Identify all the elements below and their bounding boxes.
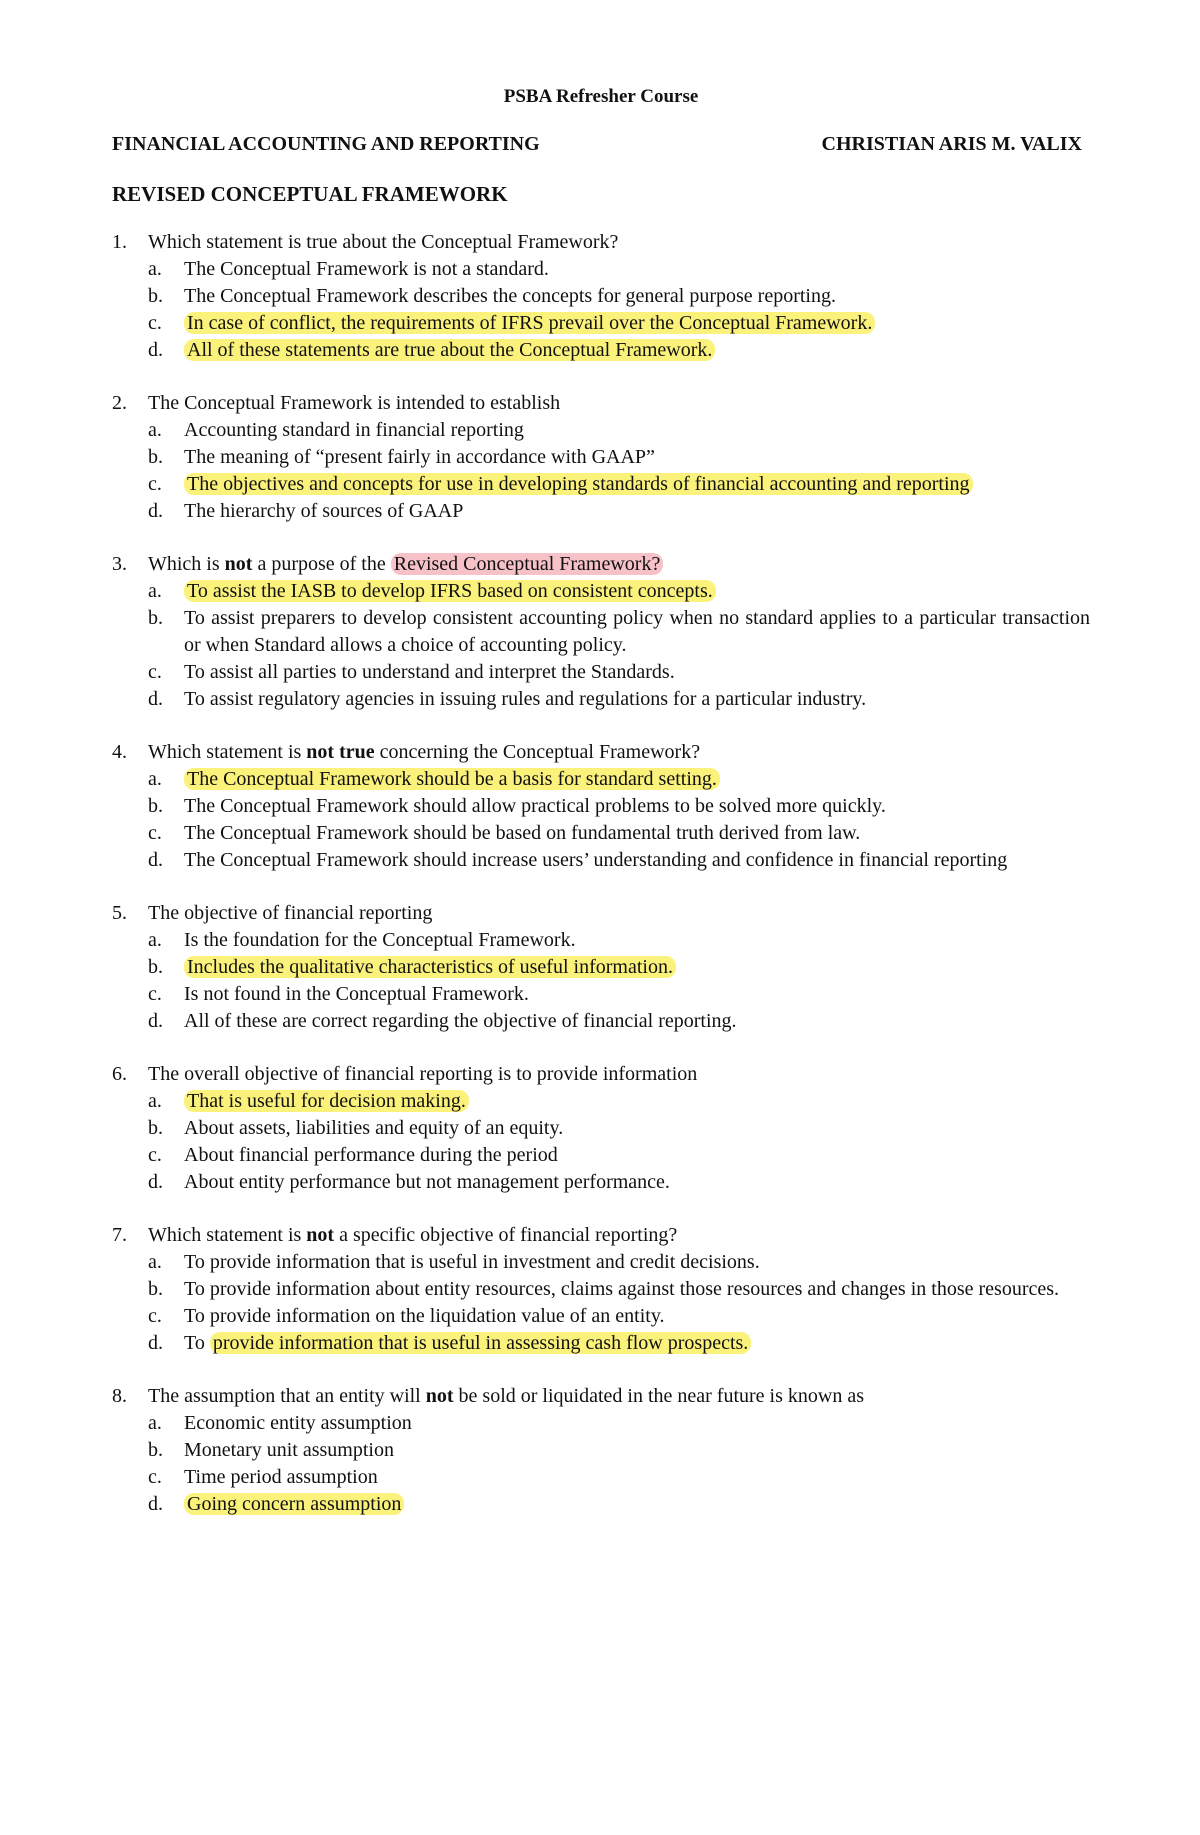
question-4 — [112, 739, 1090, 874]
question-text: The assumption that an entity will not be sold or liquidated in the near future is known as — [148, 1385, 864, 1407]
question-number: 8. — [112, 1385, 127, 1407]
choice-5a: a. Is the foundation for the Conceptual Framework. — [148, 929, 576, 951]
choice-8d: d. Going concern assumption — [148, 1491, 1090, 1518]
question-text: The overall objective of financial reporting is to provide information — [148, 1063, 698, 1085]
choice-7d: d. To provide information that is useful in assessing cash flow prospects. — [148, 1330, 1090, 1357]
choice-1c: c. In case of conflict, the requirements of IFRS prevail over the Conceptual Framework. — [148, 310, 1090, 337]
highlight: All of these statements are true about the Conceptual Framework. — [184, 339, 715, 361]
highlight: The Conceptual Framework should be a basis for standard setting. — [184, 768, 720, 790]
choice-6b: b. About assets, liabilities and equity of an equity. — [148, 1117, 564, 1139]
question-number: 4. — [112, 741, 127, 763]
highlight: The objectives and concepts for use in developing standards of financial accounting and reporting — [184, 473, 973, 495]
choice-4a: a. The Conceptual Framework should be a basis for standard setting. — [148, 766, 1090, 793]
question-8 — [112, 1383, 1090, 1518]
question-6 — [112, 1061, 1090, 1196]
question-7 — [112, 1222, 1090, 1357]
question-text: The Conceptual Framework is intended to establish — [148, 392, 561, 414]
choice-8b: b. Monetary unit assumption — [148, 1439, 394, 1461]
question-text: Which statement is not true concerning the Conceptual Framework? — [148, 741, 701, 763]
highlight: Includes the qualitative characteristics of useful information. — [184, 956, 676, 978]
choice-7b: b. To provide information about entity resources, claims against those resources and changes in those resources. — [148, 1278, 1060, 1300]
question-5 — [112, 900, 1090, 1035]
pink-highlight: Revised Conceptual Framework? — [391, 553, 664, 575]
highlight: provide information that is useful in assessing cash flow prospects. — [210, 1332, 751, 1354]
question-1 — [112, 229, 1090, 364]
choice-8c: c. Time period assumption — [148, 1466, 378, 1488]
question-number: 2. — [112, 392, 127, 414]
highlight: Going concern assumption — [184, 1493, 404, 1515]
choice-4b: b. The Conceptual Framework should allow practical problems to be solved more quickly. — [148, 795, 886, 817]
choice-5d: d. All of these are correct regarding the objective of financial reporting. — [148, 1010, 737, 1032]
choice-5b: b. Includes the qualitative characteristics of useful information. — [148, 954, 1090, 981]
choice-6d: d. About entity performance but not management performance. — [148, 1171, 670, 1193]
question-number: 7. — [112, 1224, 127, 1246]
question-number: 3. — [112, 553, 127, 575]
question-text: Which statement is true about the Conceptual Framework? — [148, 231, 619, 253]
choice-4c: c. The Conceptual Framework should be based on fundamental truth derived from law. — [148, 822, 861, 844]
choice-2d: d. The hierarchy of sources of GAAP — [148, 500, 464, 522]
choice-3b: b. To assist preparers to develop consistent accounting policy when no standard applies to a particular transaction or when Standard allows a choice of accounting policy. — [148, 607, 1090, 656]
author-name: CHRISTIAN ARIS M. VALIX — [821, 133, 1082, 155]
question-text: Which is not a purpose of the Revised Conceptual Framework? — [148, 551, 1090, 578]
question-number: 1. — [112, 231, 127, 253]
question-2 — [112, 390, 1090, 525]
header-row — [112, 133, 1090, 156]
choice-3d: d. To assist regulatory agencies in issuing rules and regulations for a particular industry. — [148, 688, 867, 710]
section-title: REVISED CONCEPTUAL FRAMEWORK — [112, 182, 508, 206]
choice-8a: a. Economic entity assumption — [148, 1412, 412, 1434]
question-3 — [112, 551, 1090, 713]
choice-6a: a. That is useful for decision making. — [148, 1088, 1090, 1115]
question-text: The objective of financial reporting — [148, 902, 433, 924]
choice-7c: c. To provide information on the liquidation value of an entity. — [148, 1305, 665, 1327]
question-number: 6. — [112, 1063, 127, 1085]
choice-2b: b. The meaning of “present fairly in accordance with GAAP” — [148, 446, 655, 468]
choice-5c: c. Is not found in the Conceptual Framework. — [148, 983, 529, 1005]
course-title: PSBA Refresher Course — [503, 86, 699, 107]
choice-3a: a. To assist the IASB to develop IFRS based on consistent concepts. — [148, 578, 1090, 605]
choice-1b: b. The Conceptual Framework describes the concepts for general purpose reporting. — [148, 285, 836, 307]
choice-1a: a. The Conceptual Framework is not a standard. — [148, 258, 549, 280]
choice-3c: c. To assist all parties to understand and interpret the Standards. — [148, 661, 675, 683]
choice-2c: c. The objectives and concepts for use in developing standards of financial accounting and reporting — [148, 471, 1090, 498]
highlight: To assist the IASB to develop IFRS based on consistent concepts. — [184, 580, 716, 602]
choice-6c: c. About financial performance during the period — [148, 1144, 558, 1166]
choice-4d: d. The Conceptual Framework should increase users’ understanding and confidence in financial reporting — [148, 849, 1008, 871]
choice-2a: a. Accounting standard in financial reporting — [148, 419, 524, 441]
question-number: 5. — [112, 902, 127, 924]
choice-1d: d. All of these statements are true about the Conceptual Framework. — [148, 337, 1090, 364]
subject-title: FINANCIAL ACCOUNTING AND REPORTING — [112, 133, 540, 155]
highlight: In case of conflict, the requirements of IFRS prevail over the Conceptual Framework. — [184, 312, 875, 334]
highlight: That is useful for decision making. — [184, 1090, 469, 1112]
question-text: Which statement is not a specific objective of financial reporting? — [148, 1224, 678, 1246]
choice-7a: a. To provide information that is useful in investment and credit decisions. — [148, 1251, 760, 1273]
